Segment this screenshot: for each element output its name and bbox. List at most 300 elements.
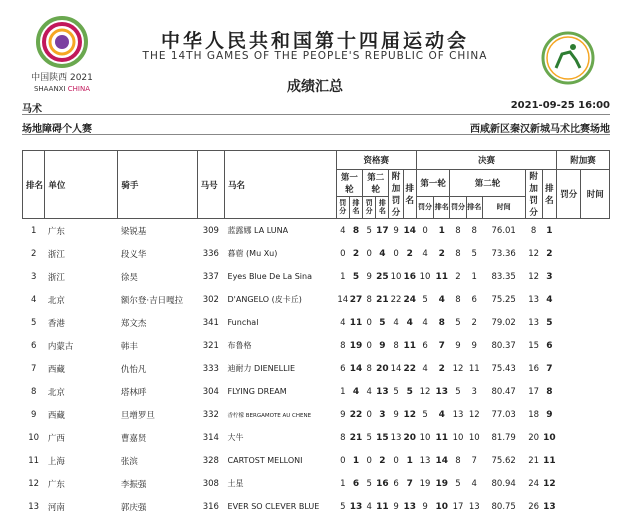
cell-rank: 9 <box>30 409 37 420</box>
cell-jumpoff-penalty <box>557 311 581 334</box>
header-q-round1: 第一轮 <box>336 170 362 197</box>
header-f-place: 排名 <box>542 170 556 219</box>
cell-final: 13 <box>435 386 449 397</box>
cell-final: 2 <box>546 248 553 259</box>
cell-qualifying: 9 <box>393 409 399 420</box>
cell-rider: 李振强 <box>120 479 147 490</box>
cell-final: 9 <box>471 340 477 351</box>
cell-final: 13 <box>452 409 464 420</box>
cell-horse-name: 香柠檬 BERGAMOTE AU CHENE <box>227 412 312 419</box>
cell-qualifying: 5 <box>340 501 346 512</box>
cell-final: 80.94 <box>491 478 516 489</box>
event-label: 场地障碍个人赛 <box>22 124 92 135</box>
cell-jumpoff-time <box>581 426 610 449</box>
cell-qualifying: 21 <box>376 294 389 305</box>
header-q1-place: 排名 <box>349 196 362 218</box>
cell-unit: 广西 <box>47 433 65 444</box>
cell-unit: 香港 <box>47 318 65 329</box>
cell-qualifying: 20 <box>403 432 417 443</box>
cell-final: 3 <box>546 271 553 282</box>
cell-rider: 徐昊 <box>120 272 138 283</box>
cell-rider: 曹嘉贤 <box>120 433 147 444</box>
cell-qualifying: 9 <box>340 409 346 420</box>
cell-horse-no: 308 <box>202 478 219 489</box>
table-row <box>23 288 610 311</box>
header-q2-place: 排名 <box>376 196 389 218</box>
cell-qualifying: 15 <box>376 432 389 443</box>
cell-qualifying: 21 <box>349 432 363 443</box>
cell-final: 5 <box>471 248 477 259</box>
cell-qualifying: 6 <box>352 478 360 489</box>
cell-rider: 郑文杰 <box>120 318 147 329</box>
cell-final: 8 <box>546 386 553 397</box>
header-f-total-penalty: 附加罚分 <box>525 170 542 219</box>
cell-final: 4 <box>422 363 428 374</box>
cell-unit: 北京 <box>47 387 65 398</box>
cell-qualifying: 8 <box>393 340 399 351</box>
games-title-en: THE 14TH GAMES OF THE PEOPLE'S REPUBLIC OF CHINA <box>142 50 488 62</box>
cell-rank: 2 <box>30 248 37 259</box>
cell-final: 13 <box>468 501 480 512</box>
cell-jumpoff-penalty <box>557 357 581 380</box>
games-title-cn: 中华人民共和国第十四届运动会 <box>160 30 469 52</box>
cell-horse-no: 316 <box>202 501 219 512</box>
cell-qualifying: 4 <box>340 317 346 328</box>
cell-qualifying: 0 <box>366 248 372 259</box>
cell-rider: 张滨 <box>120 456 138 467</box>
cell-rider: 郭庆强 <box>120 502 147 513</box>
cell-jumpoff-penalty <box>557 334 581 357</box>
cell-qualifying: 11 <box>349 317 363 328</box>
cell-qualifying: 8 <box>366 294 372 305</box>
table-row <box>23 311 610 334</box>
cell-horse-no: 321 <box>202 340 219 351</box>
cell-jumpoff-time <box>581 334 610 357</box>
cell-final: 12 <box>543 478 556 489</box>
cell-final: 2 <box>438 363 445 374</box>
cell-final: 7 <box>546 363 553 374</box>
cell-qualifying: 13 <box>403 501 417 512</box>
cell-rank: 7 <box>30 363 37 374</box>
cell-horse-no: 304 <box>202 386 219 397</box>
cell-unit: 上海 <box>47 456 65 467</box>
cell-rank: 12 <box>28 478 40 489</box>
cell-unit: 河南 <box>47 502 65 513</box>
cell-horse-no: 337 <box>202 271 219 282</box>
cell-qualifying: 2 <box>379 455 386 466</box>
cell-qualifying: 4 <box>393 317 399 328</box>
cell-final: 5 <box>455 386 461 397</box>
cell-qualifying: 11 <box>376 501 389 512</box>
cell-jumpoff-penalty <box>557 242 581 265</box>
header-horse-no: 马号 <box>197 151 224 219</box>
cell-qualifying: 14 <box>349 363 363 374</box>
cell-final: 5 <box>422 409 428 420</box>
table-row <box>23 334 610 357</box>
cell-qualifying: 16 <box>403 271 417 282</box>
cell-rank: 5 <box>30 317 37 328</box>
cell-unit: 浙江 <box>47 272 65 283</box>
cell-horse-name: 大牛 <box>227 433 244 442</box>
cell-final: 4 <box>546 294 553 305</box>
cell-final: 3 <box>471 386 477 397</box>
cell-jumpoff-time <box>581 403 610 426</box>
cell-final: 11 <box>468 363 480 374</box>
divider <box>22 134 610 135</box>
cell-qualifying: 24 <box>403 294 417 305</box>
cell-unit: 北京 <box>47 295 65 306</box>
cell-qualifying: 13 <box>390 432 402 443</box>
header-q-round2: 第二轮 <box>363 170 389 197</box>
cell-final: 17 <box>452 501 464 512</box>
header-rank: 排名 <box>23 151 45 219</box>
cell-qualifying: 10 <box>390 271 402 282</box>
cell-qualifying: 1 <box>340 478 346 489</box>
cell-rider: 梁锐基 <box>120 226 147 237</box>
cell-final: 80.37 <box>491 340 516 351</box>
cell-horse-name: FLYING DREAM <box>227 387 287 396</box>
cell-qualifying: 13 <box>349 501 363 512</box>
cell-horse-name: EVER SO CLEVER BLUE <box>227 502 320 511</box>
cell-qualifying: 5 <box>352 271 360 282</box>
cell-jumpoff-time <box>581 311 610 334</box>
cell-jumpoff-penalty <box>557 380 581 403</box>
cell-qualifying: 11 <box>403 340 417 351</box>
cell-unit: 浙江 <box>47 249 65 260</box>
cell-qualifying: 1 <box>352 455 360 466</box>
cell-qualifying: 7 <box>406 478 413 489</box>
cell-final: 12 <box>468 409 480 420</box>
cell-qualifying: 5 <box>366 478 372 489</box>
cell-final: 8 <box>530 225 537 236</box>
cell-qualifying: 22 <box>390 294 402 305</box>
cell-qualifying: 6 <box>393 478 399 489</box>
cell-qualifying: 2 <box>352 248 360 259</box>
cell-final: 77.03 <box>491 409 516 420</box>
table-row <box>23 242 610 265</box>
cell-qualifying: 27 <box>349 294 363 305</box>
header-jumpoff: 附加赛 <box>557 151 610 170</box>
cell-rider: 额尔登·吉日嘎拉 <box>120 295 184 306</box>
results-table <box>22 150 610 518</box>
cell-qualifying: 14 <box>403 225 417 236</box>
cell-qualifying: 5 <box>366 432 372 443</box>
cell-final: 79.02 <box>491 317 516 328</box>
cell-qualifying: 25 <box>376 271 389 282</box>
cell-final: 10 <box>543 432 556 443</box>
cell-final: 75.62 <box>491 455 516 466</box>
cell-final: 12 <box>419 386 431 397</box>
cell-jumpoff-penalty <box>557 472 581 495</box>
cell-qualifying: 22 <box>403 363 417 374</box>
cell-jumpoff-penalty <box>557 219 581 243</box>
cell-final: 80.47 <box>491 386 516 397</box>
cell-unit: 广东 <box>47 479 65 490</box>
cell-unit: 西藏 <box>47 410 65 421</box>
cell-final: 26 <box>528 501 540 512</box>
cell-final: 4 <box>438 409 445 420</box>
cell-rank: 3 <box>30 271 37 282</box>
cell-qualifying: 0 <box>366 317 372 328</box>
header-horse-name: 马名 <box>225 151 337 219</box>
cell-horse-name: 迪耐力 DIENELLIE <box>227 364 295 373</box>
cell-final: 5 <box>455 478 461 489</box>
cell-final: 76.01 <box>491 225 516 236</box>
cell-final: 5 <box>455 317 461 328</box>
cell-rank: 6 <box>30 340 37 351</box>
cell-jumpoff-time <box>581 449 610 472</box>
cell-final: 4 <box>422 248 428 259</box>
cell-rider: 韩丰 <box>120 341 138 352</box>
header-q2-penalty: 罚分 <box>363 196 376 218</box>
cell-final: 9 <box>422 501 428 512</box>
cell-final: 5 <box>422 294 428 305</box>
header-q-total-penalty: 附加罚分 <box>389 170 403 219</box>
cell-qualifying: 8 <box>366 363 372 374</box>
datetime-label: 2021-09-25 16:00 <box>510 100 610 111</box>
cell-qualifying: 8 <box>352 225 360 236</box>
cell-rank: 13 <box>28 501 40 512</box>
cell-qualifying: 19 <box>349 340 363 351</box>
cell-final: 15 <box>528 340 540 351</box>
cell-final: 21 <box>528 455 540 466</box>
cell-horse-name: 暮蓿 (Mu Xu) <box>227 249 278 258</box>
cell-rider: 段义华 <box>120 249 147 260</box>
cell-qualifying: 5 <box>379 317 386 328</box>
cell-horse-name: CARTOST MELLONI <box>227 456 303 465</box>
cell-jumpoff-penalty <box>557 288 581 311</box>
cell-final: 13 <box>528 294 540 305</box>
cell-qualifying: 5 <box>406 386 413 397</box>
cell-qualifying: 0 <box>366 455 372 466</box>
table-row <box>23 219 610 243</box>
cell-horse-no: 328 <box>202 455 219 466</box>
cell-rank: 1 <box>30 225 37 236</box>
cell-qualifying: 2 <box>406 248 413 259</box>
cell-qualifying: 8 <box>340 340 346 351</box>
cell-qualifying: 8 <box>340 432 346 443</box>
header-f1-penalty: 罚分 <box>416 196 433 218</box>
cell-final: 8 <box>455 248 461 259</box>
cell-horse-no: 341 <box>202 317 219 328</box>
table-row <box>23 403 610 426</box>
cell-horse-name: 布鲁格 <box>227 341 252 350</box>
cell-final: 19 <box>419 478 431 489</box>
cell-jumpoff-time <box>581 380 610 403</box>
cell-final: 9 <box>455 340 461 351</box>
cell-qualifying: 4 <box>379 248 386 259</box>
cell-qualifying: 9 <box>393 501 399 512</box>
cell-qualifying: 9 <box>379 340 386 351</box>
header-qualifying: 资格赛 <box>336 151 416 170</box>
table-row <box>23 380 610 403</box>
cell-final: 8 <box>471 225 477 236</box>
header-f2-place: 排名 <box>466 196 482 218</box>
cell-rider: 旦增罗旦 <box>120 410 155 421</box>
cell-qualifying: 20 <box>376 363 389 374</box>
cell-qualifying: 0 <box>393 248 399 259</box>
cell-final: 13 <box>543 501 556 512</box>
cell-rider: 仇怡凡 <box>120 364 147 375</box>
cell-qualifying: 0 <box>340 248 346 259</box>
cell-jumpoff-time <box>581 242 610 265</box>
cell-final: 20 <box>528 432 540 443</box>
cell-horse-name: 蓝露娜 LA LUNA <box>227 226 289 235</box>
cell-horse-no: 333 <box>202 363 219 374</box>
cell-final: 2 <box>471 317 477 328</box>
cell-rank: 11 <box>28 455 40 466</box>
cell-final: 6 <box>422 340 428 351</box>
cell-final: 8 <box>455 294 461 305</box>
header-unit: 单位 <box>45 151 118 219</box>
cell-qualifying: 5 <box>366 225 372 236</box>
cell-final: 73.36 <box>491 248 516 259</box>
cell-final: 24 <box>528 478 540 489</box>
cell-qualifying: 16 <box>376 478 389 489</box>
header-q-place: 排名 <box>403 170 416 219</box>
cell-rank: 10 <box>28 432 40 443</box>
cell-qualifying: 0 <box>366 340 372 351</box>
cell-final: 8 <box>455 225 461 236</box>
cell-qualifying: 6 <box>340 363 346 374</box>
cell-qualifying: 1 <box>406 455 413 466</box>
header-q1-penalty: 罚分 <box>336 196 349 218</box>
cell-jumpoff-penalty <box>557 265 581 288</box>
cell-final: 17 <box>528 386 540 397</box>
cell-qualifying: 4 <box>352 386 360 397</box>
cell-horse-no: 336 <box>202 248 219 259</box>
table-row <box>23 265 610 288</box>
cell-final: 7 <box>471 455 477 466</box>
table-row <box>23 449 610 472</box>
cell-jumpoff-time <box>581 472 610 495</box>
cell-final: 10 <box>435 501 449 512</box>
logo-text-en: SHAANXI <box>33 85 66 93</box>
cell-final: 2 <box>438 248 445 259</box>
cell-horse-name: 土星 <box>227 479 244 488</box>
logo-text-en-red: CHINA <box>67 85 91 93</box>
cell-qualifying: 4 <box>366 501 372 512</box>
cell-final: 11 <box>543 455 556 466</box>
cell-final: 6 <box>546 340 553 351</box>
cell-qualifying: 9 <box>366 271 372 282</box>
cell-final: 12 <box>528 248 540 259</box>
cell-final: 83.35 <box>491 271 516 282</box>
cell-horse-name: Eyes Blue De La Sina <box>227 272 312 281</box>
cell-final: 0 <box>422 225 428 236</box>
cell-qualifying: 22 <box>349 409 363 420</box>
cell-jumpoff-time <box>581 357 610 380</box>
cell-qualifying: 1 <box>340 386 346 397</box>
cell-final: 8 <box>438 317 445 328</box>
table-row <box>23 472 610 495</box>
cell-final: 11 <box>435 271 449 282</box>
header-f2-time: 时间 <box>482 196 525 218</box>
cell-final: 6 <box>471 294 477 305</box>
cell-final: 75.25 <box>491 294 516 305</box>
cell-jumpoff-penalty <box>557 449 581 472</box>
cell-qualifying: 14 <box>390 363 402 374</box>
divider <box>22 114 610 115</box>
logo-text-cn: 中国陕西 2021 <box>31 73 93 83</box>
cell-horse-no: 332 <box>202 409 219 420</box>
cell-qualifying: 17 <box>376 225 389 236</box>
cell-final: 10 <box>452 432 464 443</box>
cell-final: 7 <box>438 340 445 351</box>
cell-horse-name: Funchal <box>227 318 259 327</box>
cell-final: 10 <box>419 271 431 282</box>
cell-final: 10 <box>419 432 431 443</box>
cell-qualifying: 12 <box>403 409 417 420</box>
cell-final: 18 <box>528 409 540 420</box>
cell-qualifying: 4 <box>340 225 346 236</box>
cell-horse-no: 302 <box>202 294 219 305</box>
cell-jumpoff-time <box>581 288 610 311</box>
header-f1-place: 排名 <box>434 196 450 218</box>
cell-final: 5 <box>546 317 553 328</box>
cell-final: 9 <box>546 409 553 420</box>
cell-final: 4 <box>471 478 477 489</box>
header-j-time: 时间 <box>581 170 610 219</box>
cell-jumpoff-penalty <box>557 403 581 426</box>
cell-qualifying: 0 <box>393 455 399 466</box>
cell-final: 13 <box>419 455 431 466</box>
cell-final: 16 <box>528 363 540 374</box>
header-final: 决赛 <box>416 151 556 170</box>
cell-final: 1 <box>471 271 477 282</box>
table-row <box>23 426 610 449</box>
header-f-round1: 第一轮 <box>416 170 449 197</box>
cell-rank: 4 <box>30 294 37 305</box>
header-rider: 骑手 <box>118 151 197 219</box>
header-f-round2: 第二轮 <box>450 170 525 197</box>
cell-qualifying: 3 <box>379 409 386 420</box>
venue-label: 西咸新区秦汉新城马术比赛场地 <box>470 124 610 135</box>
cell-rank: 8 <box>30 386 37 397</box>
cell-final: 14 <box>435 455 449 466</box>
discipline-label: 马术 <box>22 104 42 115</box>
cell-qualifying: 9 <box>393 225 399 236</box>
cell-qualifying: 5 <box>393 386 399 397</box>
cell-unit: 内蒙古 <box>47 341 74 352</box>
cell-qualifying: 1 <box>340 271 346 282</box>
cell-qualifying: 4 <box>406 317 413 328</box>
cell-final: 8 <box>455 455 461 466</box>
cell-final: 81.79 <box>491 432 516 443</box>
cell-final: 19 <box>435 478 449 489</box>
document-title: 成绩汇总 <box>287 79 343 95</box>
cell-final: 13 <box>528 317 540 328</box>
cell-horse-no: 314 <box>202 432 219 443</box>
cell-final: 12 <box>452 363 464 374</box>
cell-qualifying: 4 <box>366 386 372 397</box>
cell-jumpoff-penalty <box>557 426 581 449</box>
table-row <box>23 357 610 380</box>
header-f2-penalty: 罚分 <box>450 196 466 218</box>
header-j-penalty: 罚分 <box>557 170 581 219</box>
cell-final: 2 <box>455 271 461 282</box>
cell-qualifying: 14 <box>337 294 349 305</box>
cell-final: 80.75 <box>491 501 516 512</box>
cell-qualifying: 0 <box>340 455 346 466</box>
cell-qualifying: 13 <box>376 386 389 397</box>
cell-horse-name: D'ANGELO (皮卡丘) <box>227 295 302 304</box>
cell-final: 75.43 <box>491 363 516 374</box>
cell-final: 1 <box>438 225 445 236</box>
cell-jumpoff-time <box>581 219 610 243</box>
cell-final: 10 <box>468 432 480 443</box>
cell-horse-no: 309 <box>202 225 219 236</box>
